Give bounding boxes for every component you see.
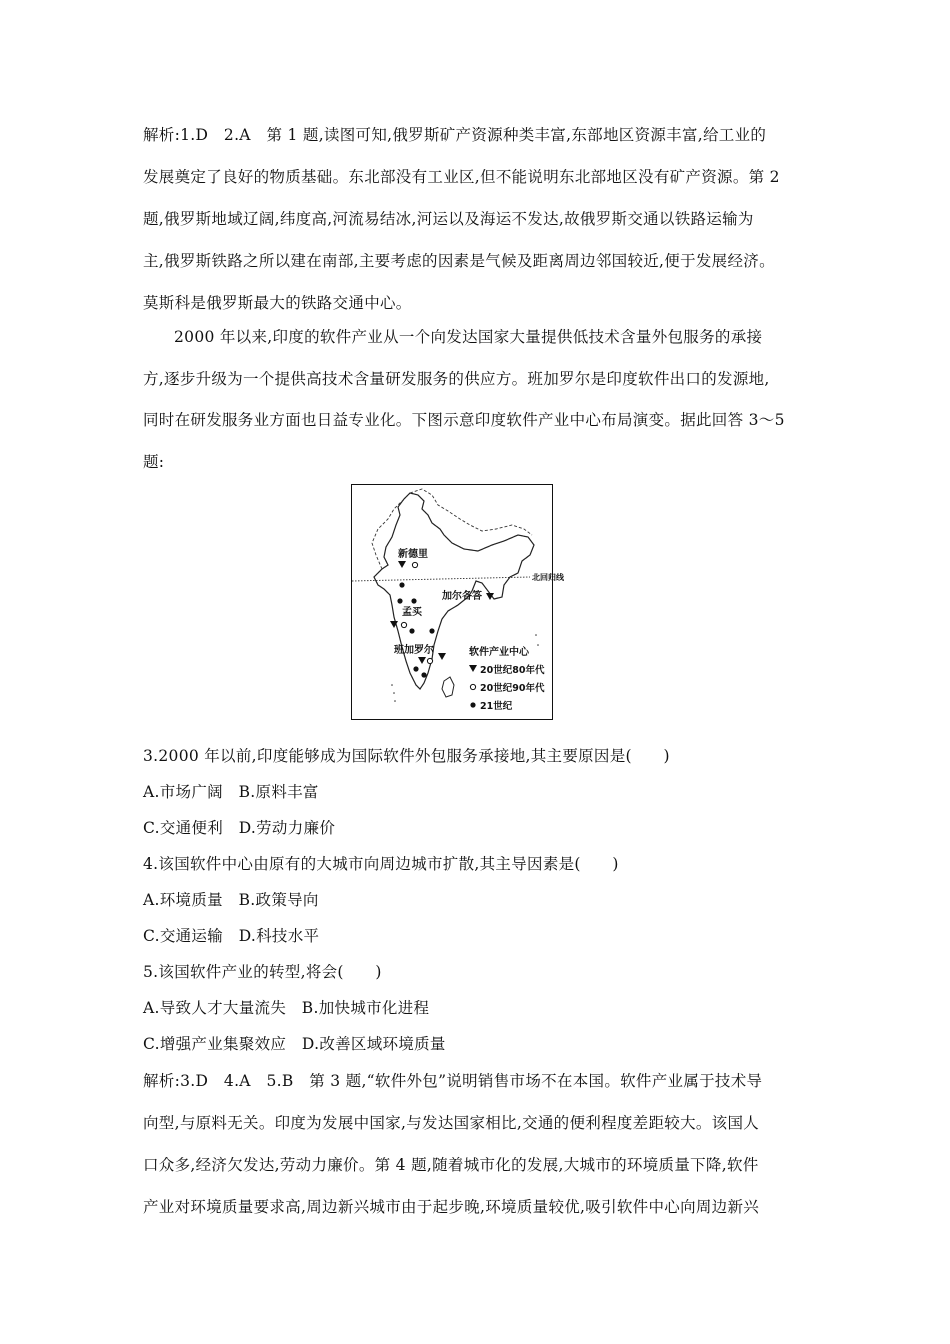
question-options: A.环境质量 B.政策导向 bbox=[143, 891, 319, 909]
question-stem: 5.该国软件产业的转型,将会( ) bbox=[143, 963, 382, 981]
marker-21st bbox=[409, 628, 414, 633]
city-label-delhi: 新德里 bbox=[398, 549, 428, 560]
question-stem: 3.2000 年以前,印度能够成为国际软件外包服务承接地,其主要原因是( ) bbox=[143, 747, 670, 765]
legend-circle bbox=[470, 684, 475, 689]
analysis-1-line: 莫斯科是俄罗斯最大的铁路交通中心。 bbox=[143, 294, 412, 312]
legend-item-1990s: 20世纪90年代 bbox=[480, 683, 545, 694]
intro-line: 2000 年以来,印度的软件产业从一个向发达国家大量提供低技术含量外包服务的承接 bbox=[174, 328, 763, 346]
tropic-label: 北回归线 bbox=[532, 573, 564, 582]
legend-title: 软件产业中心 bbox=[469, 647, 529, 658]
analysis-1-line: 发展奠定了良好的物质基础。东北部没有工业区,但不能说明东北部地区没有矿产资源。第 2 bbox=[143, 168, 780, 186]
intro-line: 同时在研发服务业方面也日益专业化。下图示意印度软件产业中心布局演变。据此回答 3～5 bbox=[143, 411, 785, 429]
question-options: C.交通便利 D.劳动力廉价 bbox=[143, 819, 336, 837]
city-label-kolkata: 加尔各答 bbox=[442, 591, 482, 602]
analysis-1-line: 解析:1.D 2.A 第 1 题,读图可知,俄罗斯矿产资源种类丰富,东部地区资源丰富,给工业的 bbox=[143, 126, 767, 144]
city-label-bangalore: 班加罗尔 bbox=[394, 645, 434, 656]
marker-21st bbox=[413, 666, 418, 671]
marker-1990s bbox=[427, 658, 432, 663]
analysis-2-line: 向型,与原料无关。印度为发展中国家,与发达国家相比,交通的便利程度差距较大。该国人 bbox=[143, 1114, 760, 1132]
question-options: C.交通运输 D.科技水平 bbox=[143, 927, 320, 945]
marker-21st bbox=[429, 628, 434, 633]
city-label-mumbai: 孟买 bbox=[402, 607, 422, 618]
legend-triangle bbox=[469, 665, 477, 672]
analysis-1-line: 主,俄罗斯铁路之所以建在南部,主要考虑的因素是气候及距离周边邻国较近,便于发展经济。 bbox=[143, 252, 775, 270]
analysis-2-line: 产业对环境质量要求高,周边新兴城市由于起步晚,环境质量较优,吸引软件中心向周边新兴 bbox=[143, 1198, 760, 1216]
analysis-2-line: 口众多,经济欠发达,劳动力廉价。第 4 题,随着城市化的发展,大城市的环境质量下降,软件 bbox=[143, 1156, 759, 1174]
question-stem: 4.该国软件中心由原有的大城市向周边城市扩散,其主导因素是( ) bbox=[143, 855, 619, 873]
marker-1990s bbox=[412, 562, 417, 567]
legend-item-1980s: 20世纪80年代 bbox=[480, 665, 545, 676]
question-options: A.导致人才大量流失 B.加快城市化进程 bbox=[143, 999, 430, 1017]
question-options: C.增强产业集聚效应 D.改善区域环境质量 bbox=[143, 1035, 446, 1053]
marker-21st bbox=[421, 672, 426, 677]
analysis-1-line: 题,俄罗斯地域辽阔,纬度高,河流易结冰,河运以及海运不发达,故俄罗斯交通以铁路运输为 bbox=[143, 210, 754, 228]
legend-dot bbox=[470, 702, 475, 707]
intro-line: 方,逐步升级为一个提供高技术含量研发服务的供应方。班加罗尔是印度软件出口的发源地, bbox=[143, 370, 770, 388]
marker-1990s bbox=[401, 622, 406, 627]
legend-item-21st: 21世纪 bbox=[480, 701, 513, 712]
tropic-of-cancer bbox=[352, 577, 530, 581]
marker-1980s bbox=[418, 657, 426, 664]
marker-1980s bbox=[438, 653, 446, 660]
india-map-figure bbox=[351, 484, 564, 720]
marker-21st bbox=[399, 582, 404, 587]
sri-lanka bbox=[442, 677, 454, 697]
india-map bbox=[352, 485, 564, 718]
intro-line: 题: bbox=[143, 453, 165, 471]
analysis-2-line: 解析:3.D 4.A 5.B 第 3 题,“软件外包”说明销售市场不在本国。软件产业属于技术导 bbox=[143, 1072, 763, 1090]
marker-21st bbox=[397, 598, 402, 603]
marker-1980s bbox=[398, 561, 406, 568]
question-options: A.市场广阔 B.原料丰富 bbox=[143, 783, 319, 801]
marker-21st bbox=[411, 598, 416, 603]
northern-border bbox=[410, 489, 532, 535]
